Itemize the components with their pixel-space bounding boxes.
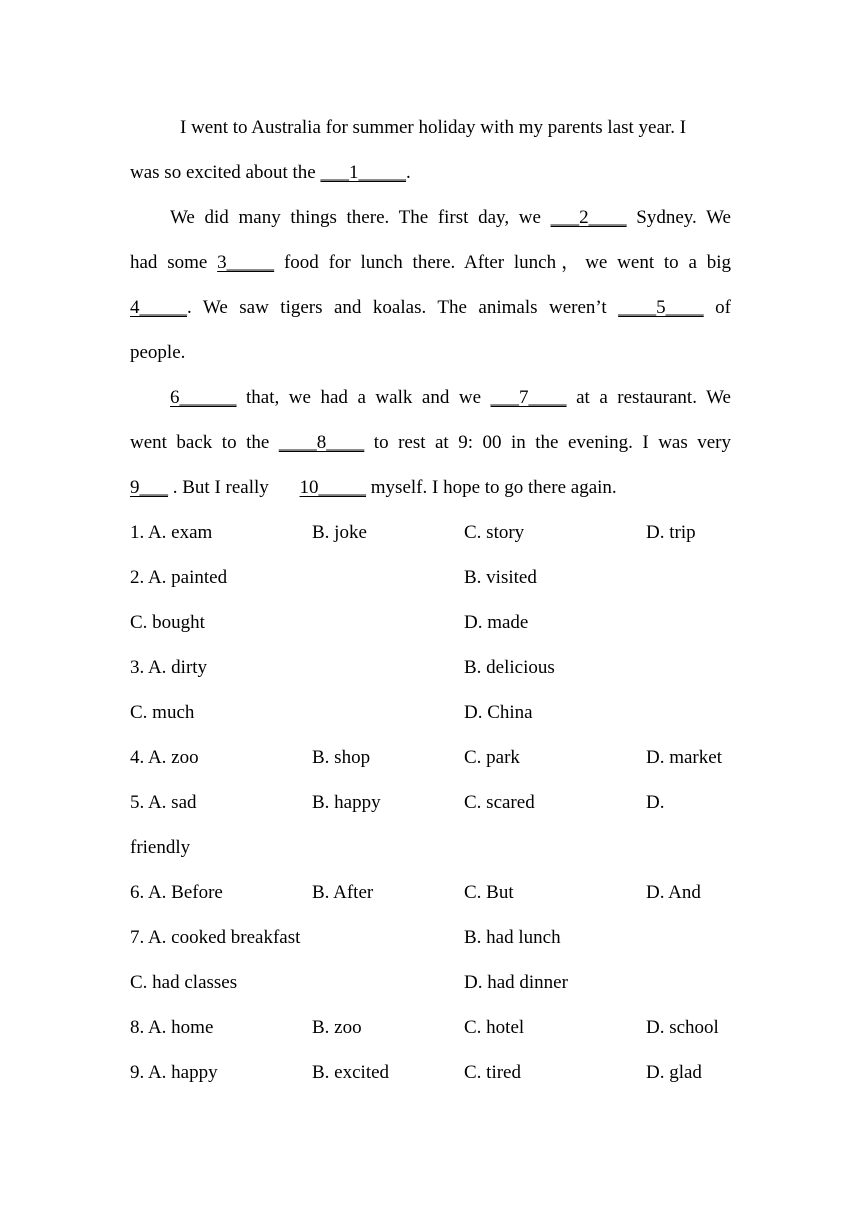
question-1 [130,520,731,546]
question-2-row-2 [130,610,731,636]
blank-1: ___1_____ [320,162,406,183]
passage-text: Sydney. We [626,207,731,228]
question-5-wrap [130,835,731,861]
option-d: D. And [646,882,701,903]
option-d: D. market [646,747,722,768]
blank-5: ____5____ [618,297,704,318]
option-a: 5. A. sad [130,792,197,813]
passage-text: We did many things there. The first day, we [170,207,551,228]
option-d: D. trip [646,522,696,543]
blank-10: 10_____ [299,477,367,498]
passage-text: I went to Australia for summer holiday with my parents last year. I [180,117,687,138]
option-d: D. China [464,702,533,723]
option-b: B. had lunch [464,927,561,948]
question-6 [130,880,731,906]
passage-line [130,430,731,456]
passage-text: of [703,297,731,318]
option-a: 4. A. zoo [130,747,199,768]
option-b: B. shop [312,747,371,768]
option-a: 6. A. Before [130,882,223,903]
blank-7: ___7____ [490,387,567,408]
option-c: C. much [130,702,195,723]
option-a: 2. A. painted [130,567,228,588]
option-c: C. story [464,522,525,543]
passage-text: was so excited about the [130,162,321,183]
passage-line [130,160,731,186]
question-3 [130,655,731,681]
option-a: 3. A. dirty [130,657,208,678]
option-c: C. scared [464,792,535,813]
option-d: D. had dinner [464,972,568,993]
option-c: C. But [464,882,514,903]
option-c: C. had classes [130,972,238,993]
option-b: B. After [312,882,374,903]
option-d-wrap: friendly [130,837,191,858]
option-a: 9. A. happy [130,1062,218,1083]
blank-2: ___2____ [550,207,627,228]
passage-text: . But I really [168,477,274,498]
option-c: C. bought [130,612,205,633]
question-5 [130,790,731,816]
option-d: D. [646,792,665,813]
passage-line [130,250,731,276]
blank-9: 9___ [130,477,168,498]
option-c: C. park [464,747,520,768]
option-d: D. school [646,1017,719,1038]
blank-6: 6______ [170,387,237,408]
passage-line [130,475,731,501]
passage-text: . [405,162,411,183]
passage-line [180,115,731,141]
passage-line [170,205,731,231]
question-9 [130,1060,731,1086]
option-c: C. hotel [464,1017,525,1038]
passage-text: food for lunch there. After lunch，we went to a big [274,252,731,273]
option-b: B. zoo [312,1017,362,1038]
option-a: 1. A. exam [130,522,213,543]
blank-8: ____8____ [278,432,365,453]
option-d: D. glad [646,1062,702,1083]
question-3-row-2 [130,700,731,726]
option-b: B. joke [312,522,367,543]
passage-text: to rest at 9: 00 in the evening. I was very [364,432,731,453]
passage-text: had some [130,252,218,273]
option-d: D. made [464,612,529,633]
question-7 [130,925,731,951]
passage-text: people. [130,342,186,363]
blank-4: 4_____ [130,297,187,318]
passage-line [130,340,731,366]
option-a: 7. A. cooked breakfast [130,927,301,948]
passage-line [130,295,731,321]
passage-line [170,385,731,411]
option-b: B. delicious [464,657,555,678]
passage-text: went back to the [130,432,279,453]
passage-text: that, we had a walk and we [236,387,491,408]
option-c: C. tired [464,1062,521,1083]
option-a: 8. A. home [130,1017,214,1038]
passage-text: . We saw tigers and koalas. The animals weren’t [187,297,619,318]
question-8 [130,1015,731,1041]
question-2 [130,565,731,591]
question-4 [130,745,731,771]
option-b: B. excited [312,1062,390,1083]
passage-text: at a restaurant. We [566,387,731,408]
option-b: B. happy [312,792,381,813]
passage-text: myself. I hope to go there again. [366,477,617,498]
blank-3: 3_____ [217,252,275,273]
option-b: B. visited [464,567,537,588]
question-7-row-2 [130,970,731,996]
